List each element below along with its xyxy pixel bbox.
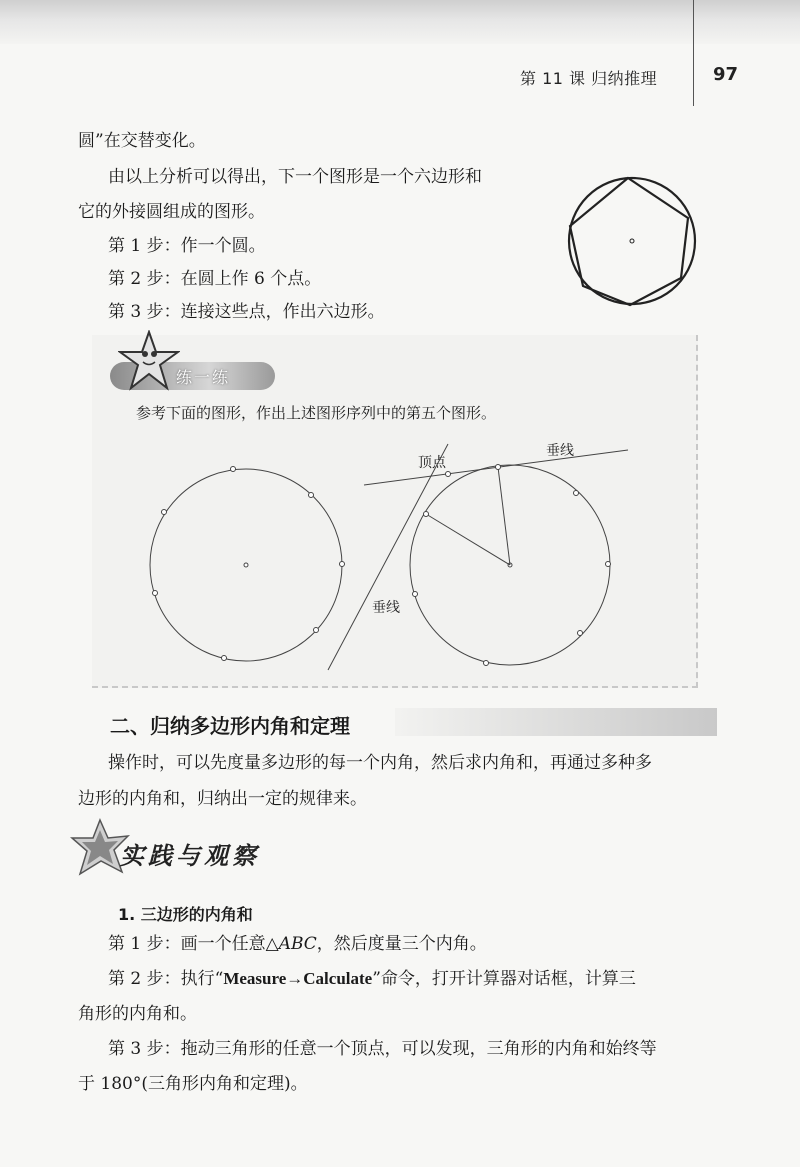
intro-line-1: 圆”在交替变化。 bbox=[78, 131, 206, 151]
label-perpendicular-top: 垂线 bbox=[546, 443, 574, 459]
page-number: 97 bbox=[713, 64, 739, 85]
label-perpendicular-left: 垂线 bbox=[372, 600, 400, 616]
activity-step-3: 第 3 步：拖动三角形的任意一个顶点，可以发现，三角形的内角和始终等 bbox=[108, 1039, 657, 1059]
intro-step-1: 第 1 步：作一个圆。 bbox=[108, 236, 266, 256]
step1-prefix: 第 1 步：画一个任意△ bbox=[108, 934, 279, 954]
left-circle-points bbox=[153, 467, 345, 661]
triangle-abc: ABC bbox=[278, 934, 317, 954]
activity-step-2-line-2: 角形的内角和。 bbox=[78, 1004, 197, 1024]
section-para-line-2: 边形的内角和，归纳出一定的规律来。 bbox=[78, 789, 367, 809]
activity-step-1 bbox=[108, 934, 487, 954]
header-divider bbox=[693, 0, 694, 106]
tangent-line-left bbox=[328, 444, 448, 670]
intro-line-2: 由以上分析可以得出，下一个图形是一个六边形和 bbox=[108, 167, 482, 187]
intro-step-3: 第 3 步：连接这些点，作出六边形。 bbox=[108, 302, 385, 322]
left-center-point bbox=[244, 563, 248, 567]
activity-title: 实践与观察 bbox=[120, 841, 260, 870]
intro-line-3: 它的外接圆组成的图形。 bbox=[78, 202, 265, 222]
measure-calculate-command: Measure→Calculate bbox=[223, 969, 373, 988]
step2-suffix: ”命令，打开计算器对话框，计算三 bbox=[372, 969, 636, 989]
hexagon-circle-figure bbox=[560, 168, 706, 314]
activity-step-2 bbox=[108, 969, 636, 989]
practice-label: 练一练 bbox=[176, 368, 231, 387]
circumcircle bbox=[569, 178, 695, 304]
chapter-title: 第 11 课 归纳推理 bbox=[520, 69, 658, 88]
star-mascot-icon bbox=[118, 330, 180, 392]
radius-left bbox=[426, 514, 510, 565]
intro-step-2: 第 2 步：在圆上作 6 个点。 bbox=[108, 269, 322, 289]
label-vertex: 顶点 bbox=[418, 455, 446, 471]
activity-step-3-line-2: 于 180°(三角形内角和定理)。 bbox=[78, 1074, 308, 1094]
center-point bbox=[630, 239, 634, 243]
section-band bbox=[395, 708, 717, 736]
radius-top bbox=[498, 467, 510, 565]
step1-suffix: ，然后度量三个内角。 bbox=[316, 934, 487, 954]
practice-figures bbox=[140, 430, 660, 680]
activity-sub-title: 1. 三边形的内角和 bbox=[118, 905, 253, 924]
section-title: 二、归纳多边形内角和定理 bbox=[110, 714, 350, 738]
header-band bbox=[0, 0, 800, 44]
section-para-line-1: 操作时，可以先度量多边形的每一个内角，然后求内角和，再通过多种多 bbox=[108, 753, 652, 773]
practice-instruction: 参考下面的图形，作出上述图形序列中的第五个图形。 bbox=[136, 404, 497, 422]
step2-prefix: 第 2 步：执行“ bbox=[108, 969, 224, 989]
